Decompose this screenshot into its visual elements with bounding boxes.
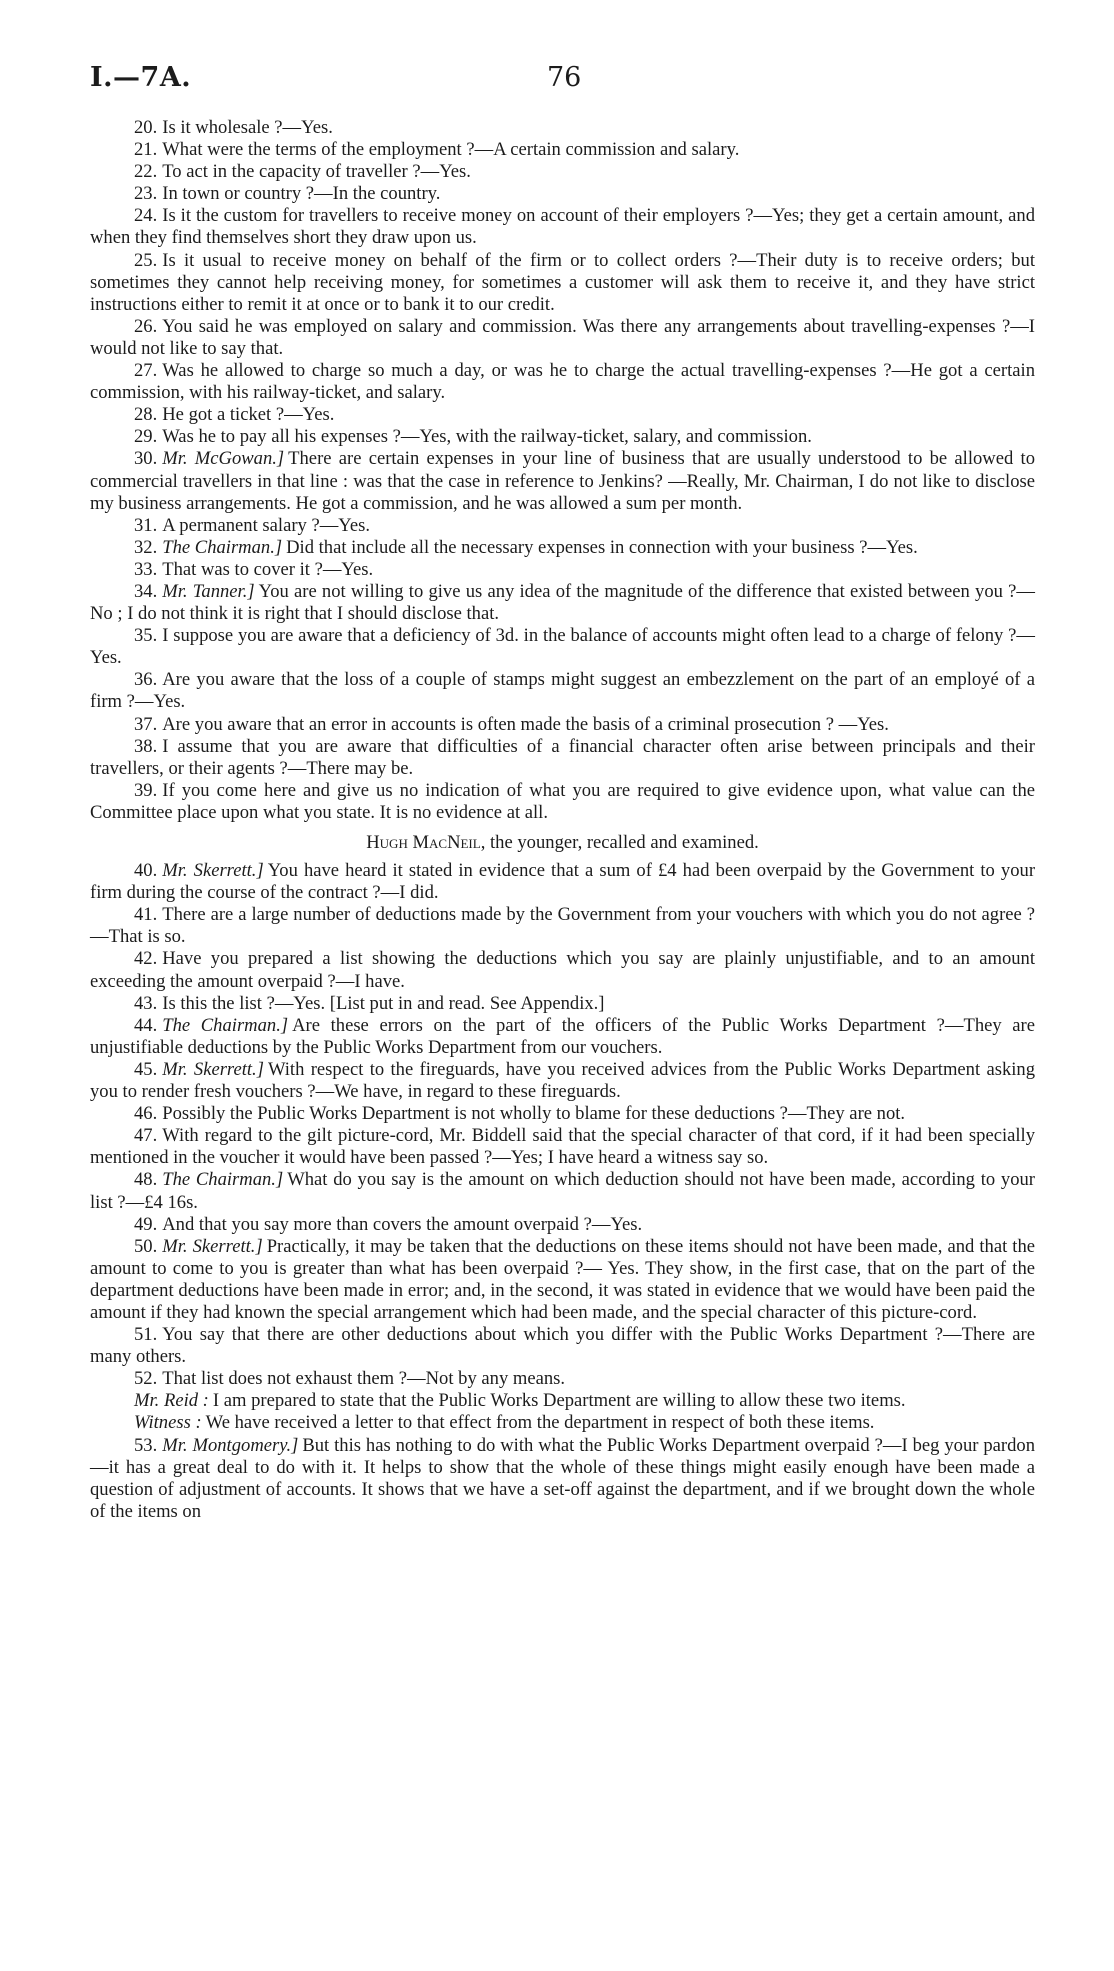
question-paragraph	[90, 183, 1035, 205]
question-text: Possibly the Public Works Department is not wholly to blame for these deductions ?—They are not.	[162, 1103, 906, 1125]
question-number: 51.	[134, 1324, 158, 1346]
evidence-block-1	[90, 117, 1035, 824]
question-paragraph	[90, 1324, 1035, 1368]
question-text: There are certain expenses in your line of business that are usually understood to be allowed to commercial travellers in that line : was that the case in reference to Jenkins? —Really, Mr. Chairman, I do not like to disclose my business arrangements. He got a commission, and he was allowed a sum per month.	[90, 448, 1035, 514]
question-number: 27.	[134, 360, 158, 382]
question-paragraph	[90, 1435, 1035, 1523]
question-paragraph	[90, 426, 1035, 448]
speaker-name: The Chairman.]	[162, 1014, 289, 1036]
question-text: Did that include all the necessary expenses in connection with your business ?—Yes.	[286, 536, 918, 558]
question-number: 32.	[134, 536, 158, 558]
question-paragraph	[90, 250, 1035, 316]
question-text: That was to cover it ?—Yes.	[162, 558, 374, 580]
question-paragraph	[90, 736, 1035, 780]
question-paragraph	[90, 161, 1035, 183]
question-paragraph	[90, 1059, 1035, 1103]
question-text: You have heard it stated in evidence that a sum of £4 had been overpaid by the Government to your firm during the course of the contract ?—I did.	[90, 860, 1036, 904]
question-paragraph	[90, 780, 1035, 824]
speaker-name: The Chairman.]	[162, 536, 283, 558]
question-number: 23.	[134, 183, 158, 205]
question-number: 44.	[134, 1014, 158, 1036]
question-paragraph	[90, 948, 1035, 992]
question-number: 47.	[134, 1125, 158, 1147]
speaker-name: Mr. Skerrett.]	[162, 860, 264, 882]
question-number: 52.	[134, 1368, 158, 1390]
question-text: There are a large number of deductions made by the Government from your vouchers with which you do not agree ?—That is so.	[90, 904, 1035, 948]
speaker-name: Mr. Reid :	[134, 1390, 209, 1412]
question-text: And that you say more than covers the amount overpaid ?—Yes.	[162, 1213, 643, 1235]
question-paragraph	[90, 904, 1035, 948]
question-text: Is it usual to receive money on behalf of the firm or to collect orders ?—Their duty is to receive orders; but sometimes they cannot help receiving money, for sometimes a customer will ask them to receive it, and they have strict instructions either to remit it at once or to bank it to our credit.	[90, 249, 1035, 315]
question-paragraph	[90, 993, 1035, 1015]
question-paragraph	[90, 316, 1035, 360]
question-text: We have received a letter to that effect from the department in respect of both these items.	[205, 1412, 875, 1434]
question-paragraph	[90, 515, 1035, 537]
question-number: 20.	[134, 117, 158, 138]
question-text: What do you say is the amount on which deduction should not have been made, according to your list ?—£4 16s.	[90, 1169, 1036, 1213]
question-text: A permanent salary ?—Yes.	[162, 514, 371, 536]
question-text: If you come here and give us no indication of what you are required to give evidence upon, what value can the Committee place upon what you state. It is no evidence at all.	[90, 779, 1035, 823]
evidence-block-2	[90, 860, 1035, 1523]
question-text: I am prepared to state that the Public Works Department are willing to allow these two items.	[212, 1390, 906, 1412]
question-text: You say that there are other deductions about which you differ with the Public Works Department ?—There are many others.	[90, 1324, 1035, 1368]
question-number: 31.	[134, 514, 158, 536]
question-text: What were the terms of the employment ?—A certain commission and salary.	[162, 139, 740, 161]
witness-name: Hugh MacNeil	[366, 832, 481, 853]
question-text: Is this the list ?—Yes. [List put in and read. See Appendix.]	[162, 992, 605, 1014]
question-text: He got a ticket ?—Yes.	[162, 404, 335, 426]
question-text: But this has nothing to do with what the Public Works Department overpaid ?—I beg your pardon—it has a great deal to do with it. It helps to show that the whole of these things might easily enough have been made a question of adjustment of accounts. It shows that we have a set-off against the department, and if we brought down the whole of the items on	[90, 1434, 1035, 1522]
question-number: 34.	[134, 580, 158, 602]
question-text: Is it wholesale ?—Yes.	[162, 117, 333, 138]
question-paragraph	[90, 205, 1035, 249]
question-text: Was he to pay all his expenses ?—Yes, with the railway-ticket, salary, and commission.	[162, 426, 812, 448]
question-paragraph	[90, 1015, 1035, 1059]
question-number: 30.	[134, 448, 158, 470]
witness-heading-rest: , the younger, recalled and examined.	[480, 832, 759, 853]
speaker-name: Witness :	[134, 1412, 202, 1434]
question-number: 21.	[134, 139, 158, 161]
question-paragraph	[90, 360, 1035, 404]
question-paragraph	[90, 537, 1035, 559]
question-paragraph	[90, 139, 1035, 161]
question-number: 53.	[134, 1434, 158, 1456]
question-text: Was he allowed to charge so much a day, or was he to charge the actual travelling-expenses ?—He got a certain commission, with his railway-ticket, and salary.	[90, 360, 1035, 404]
question-number: 22.	[134, 161, 158, 183]
question-number: 29.	[134, 426, 158, 448]
question-number: 35.	[134, 625, 158, 647]
question-number: 45.	[134, 1058, 158, 1080]
question-text: Practically, it may be taken that the deductions on these items should not have been made, and that the amount to come to you is greater than what has been overpaid ?— Yes. They show, in the first case, that on the part of the department deductions have been made in error; and, in the second, it was stated in evidence that we would have been paid the amount if they had known the special arrangement which had been made, and the special character of this picture-cord.	[90, 1235, 1036, 1323]
page-header	[90, 62, 1035, 102]
question-number: 41.	[134, 904, 158, 926]
question-paragraph	[90, 404, 1035, 426]
question-number: 37.	[134, 713, 158, 735]
question-number: 33.	[134, 558, 158, 580]
paper-code: I.—7A.	[90, 62, 192, 93]
question-number: 38.	[134, 735, 158, 757]
witness-heading	[90, 832, 1035, 854]
question-paragraph	[90, 1103, 1035, 1125]
speaker-name: The Chairman.]	[162, 1169, 284, 1191]
question-number: 39.	[134, 779, 158, 801]
question-text: In town or country ?—In the country.	[162, 183, 441, 205]
question-paragraph	[90, 1236, 1035, 1324]
question-text: With regard to the gilt picture-cord, Mr. Biddell said that the special character of that cord, if it had been specially mentioned in the voucher it would have been passed ?—Yes; I have heard a witness say so.	[90, 1125, 1035, 1169]
question-number: 24.	[134, 205, 158, 227]
question-text: To act in the capacity of traveller ?—Yes.	[162, 161, 471, 183]
question-paragraph	[90, 1368, 1035, 1390]
question-number: 40.	[134, 860, 158, 882]
question-paragraph	[90, 1125, 1035, 1169]
speaker-name: Mr. McGowan.]	[162, 448, 285, 470]
speaker-name: Mr. Skerrett.]	[162, 1058, 264, 1080]
question-text: That list does not exhaust them ?—Not by any means.	[162, 1368, 566, 1390]
question-paragraph	[90, 714, 1035, 736]
question-text: Have you prepared a list showing the deductions which you say are plainly unjustifiable, and to an amount exceeding the amount overpaid ?—I have.	[90, 948, 1035, 992]
document-body	[90, 117, 1035, 1523]
question-paragraph	[90, 860, 1035, 904]
question-paragraph	[90, 117, 1035, 139]
page-number: 76	[547, 62, 582, 93]
question-paragraph	[90, 1412, 1035, 1434]
question-number: 28.	[134, 404, 158, 426]
question-number: 25.	[134, 249, 158, 271]
question-text: With respect to the fireguards, have you received advices from the Public Works Department asking you to render fresh vouchers ?—We have, in regard to these fireguards.	[90, 1058, 1035, 1103]
question-number: 42.	[134, 948, 158, 970]
speaker-name: Mr. Tanner.]	[162, 580, 255, 602]
question-text: Is it the custom for travellers to receive money on account of their employers ?—Yes; they get a certain amount, and when they find themselves short they draw upon us.	[90, 205, 1035, 249]
question-paragraph	[90, 1390, 1035, 1412]
question-number: 36.	[134, 669, 158, 691]
question-paragraph	[90, 559, 1035, 581]
question-paragraph	[90, 669, 1035, 713]
question-text: You are not willing to give us any idea of the magnitude of the difference that existed between you ?—No ; I do not think it is right that I should disclose that.	[90, 580, 1036, 625]
question-text: Are you aware that an error in accounts is often made the basis of a criminal prosecution ? —Yes.	[162, 713, 889, 735]
question-text: I assume that you are aware that difficulties of a financial character often arise between principals and their travellers, or their agents ?—There may be.	[90, 735, 1035, 779]
question-number: 48.	[134, 1169, 158, 1191]
question-paragraph	[90, 1169, 1035, 1213]
question-text: You said he was employed on salary and commission. Was there any arrangements about travelling-expenses ?—I would not like to say that.	[90, 315, 1035, 359]
question-number: 50.	[134, 1235, 158, 1257]
question-number: 49.	[134, 1213, 158, 1235]
question-text: I suppose you are aware that a deficiency of 3d. in the balance of accounts might often lead to a charge of felony ?—Yes.	[90, 625, 1035, 669]
question-text: Are these errors on the part of the officers of the Public Works Department ?—They are unjustifiable deductions by the Public Works Department from our vouchers.	[90, 1014, 1036, 1058]
speaker-name: Mr. Montgomery.]	[162, 1434, 299, 1456]
question-number: 43.	[134, 992, 158, 1014]
speaker-name: Mr. Skerrett.]	[162, 1235, 263, 1257]
question-paragraph	[90, 625, 1035, 669]
question-paragraph	[90, 1214, 1035, 1236]
question-paragraph	[90, 581, 1035, 625]
question-text: Are you aware that the loss of a couple of stamps might suggest an embezzlement on the part of an employé of a firm ?—Yes.	[90, 669, 1035, 713]
question-paragraph	[90, 448, 1035, 514]
question-number: 26.	[134, 315, 158, 337]
question-number: 46.	[134, 1103, 158, 1125]
